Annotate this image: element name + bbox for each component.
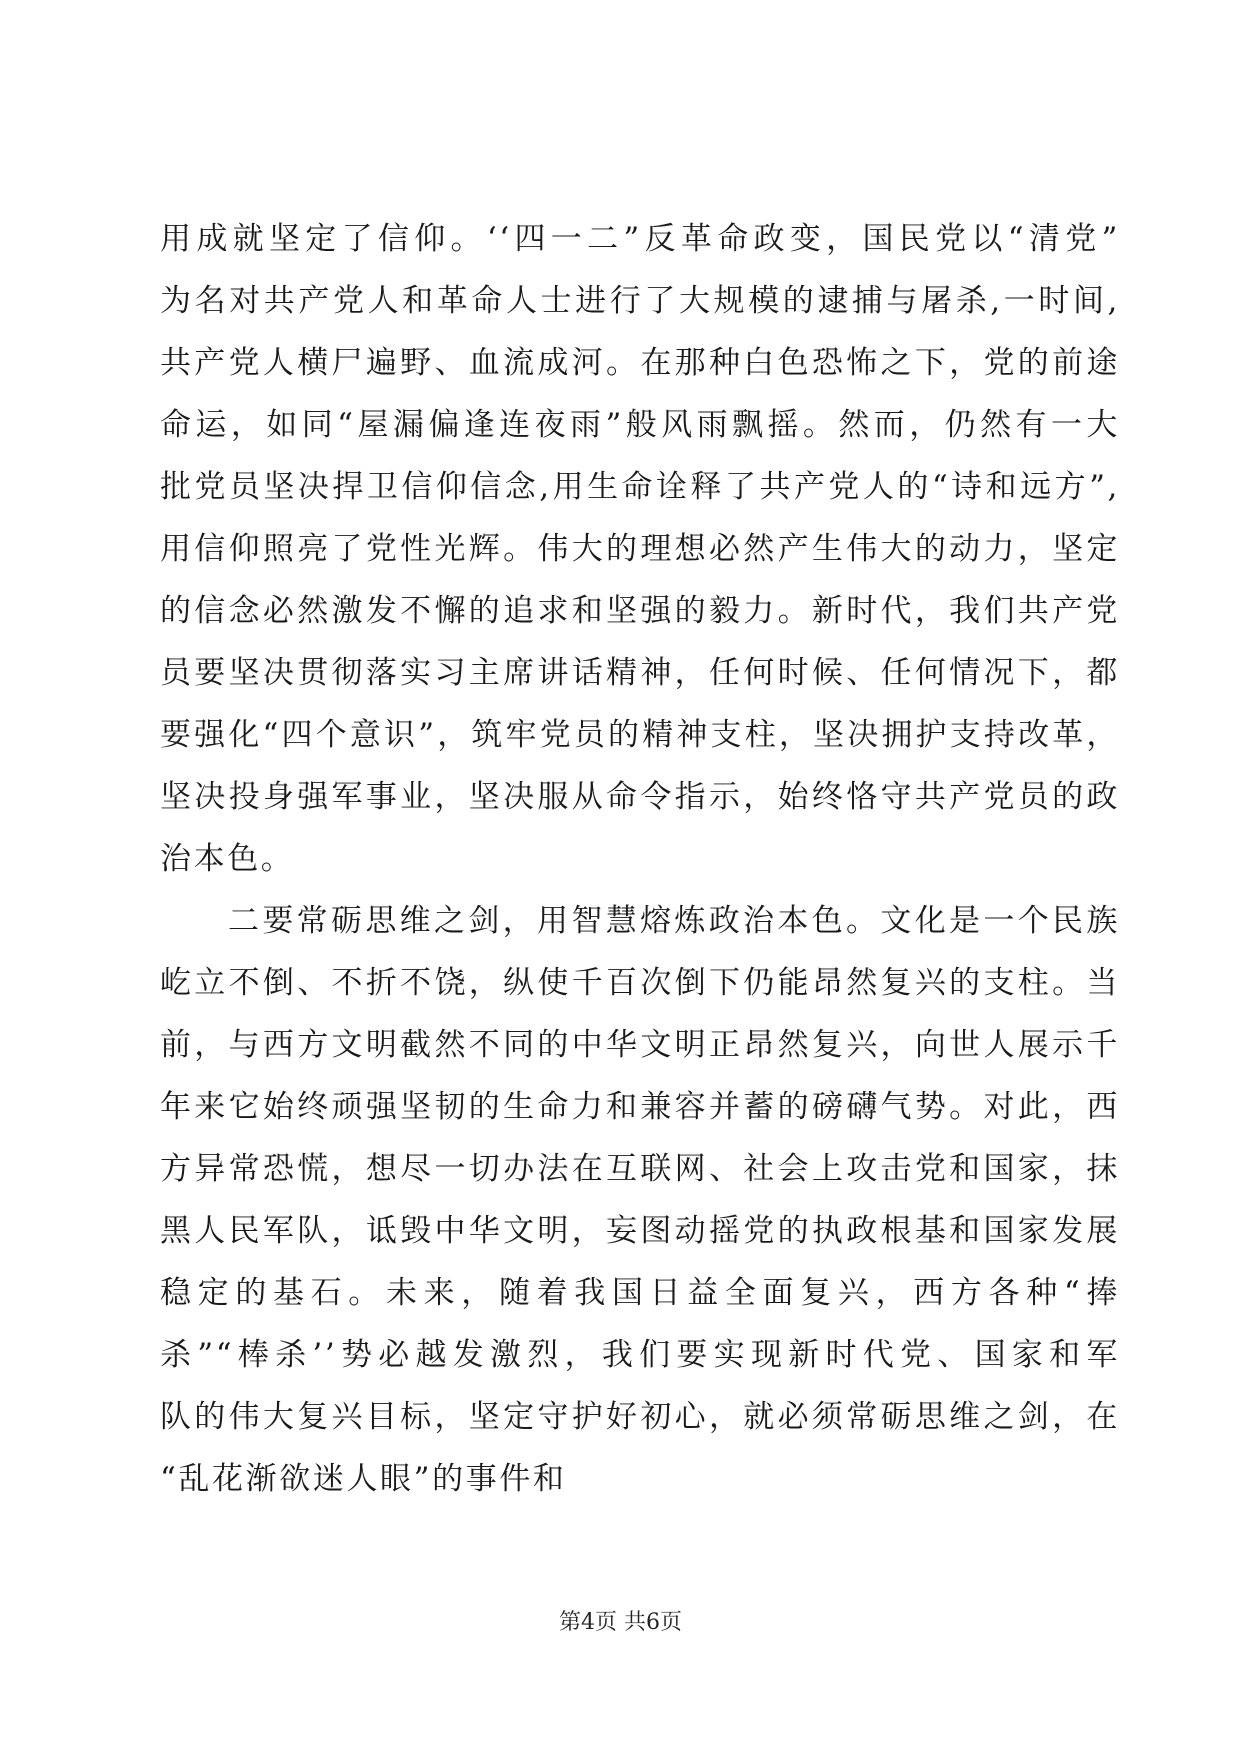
text-line: “乱花渐欲迷人眼”的事件和 bbox=[160, 1461, 567, 1497]
text-line: 共产党人横尸遍野、血流成河。在那种白色恐怖之下，党的前途 bbox=[160, 345, 1120, 381]
text-line: 坚决投身强军事业，坚决服从命令指示，始终恪守共产党员的政 bbox=[160, 779, 1120, 815]
text-line: 稳定的基石。未来，随着我国日益全面复兴，西方各种“捧 bbox=[160, 1275, 1120, 1311]
text-line: 屹立不倒、不折不饶，纵使千百次倒下仍能昂然复兴的支柱。当 bbox=[160, 965, 1120, 1001]
text-line: 杀”“棒杀’’势必越发激烈，我们要实现新时代党、国家和军 bbox=[160, 1337, 1120, 1373]
text-line: 队的伟大复兴目标，坚定守护好初心，就必须常砺思维之剑，在 bbox=[160, 1399, 1120, 1435]
page-number-footer: 第4页 共6页 bbox=[559, 1610, 682, 1635]
text-line: 为名对共产党人和革命人士进行了大规模的逮捕与屠杀,一时间, bbox=[160, 283, 1120, 319]
text-line: 前，与西方文明截然不同的中华文明正昂然复兴，向世人展示千 bbox=[160, 1027, 1120, 1063]
text-line: 治本色。 bbox=[160, 841, 295, 877]
text-line: 命运，如同“屋漏偏逢连夜雨”般风雨飘摇。然而，仍然有一大 bbox=[160, 407, 1120, 443]
text-line: 用成就坚定了信仰。‘‘四一二”反革命政变，国民党以“清党” bbox=[160, 221, 1120, 257]
text-line: 的信念必然激发不懈的追求和坚强的毅力。新时代，我们共产党 bbox=[160, 593, 1120, 629]
text-line: 黑人民军队，诋毁中华文明，妄图动摇党的执政根基和国家发展 bbox=[160, 1213, 1120, 1249]
body-text bbox=[160, 208, 1120, 1510]
text-line: 员要坚决贯彻落实习主席讲话精神，任何时候、任何情况下，都 bbox=[160, 655, 1120, 691]
text-line: 要强化“四个意识”，筑牢党员的精神支柱，坚决拥护支持改革， bbox=[160, 717, 1120, 753]
text-line: 方异常恐慌，想尽一切办法在互联网、社会上攻击党和国家，抹 bbox=[160, 1151, 1120, 1187]
text-line: 批党员坚决捍卫信仰信念,用生命诠释了共产党人的“诗和远方”, bbox=[160, 469, 1120, 505]
paragraph-start-line: 二要常砺思维之剑，用智慧熔炼政治本色。文化是一个民族 bbox=[228, 903, 1120, 939]
text-line: 年来它始终顽强坚韧的生命力和兼容并蓄的磅礴气势。对此，西 bbox=[160, 1089, 1120, 1125]
text-line: 用信仰照亮了党性光辉。伟大的理想必然产生伟大的动力，坚定 bbox=[160, 531, 1120, 567]
